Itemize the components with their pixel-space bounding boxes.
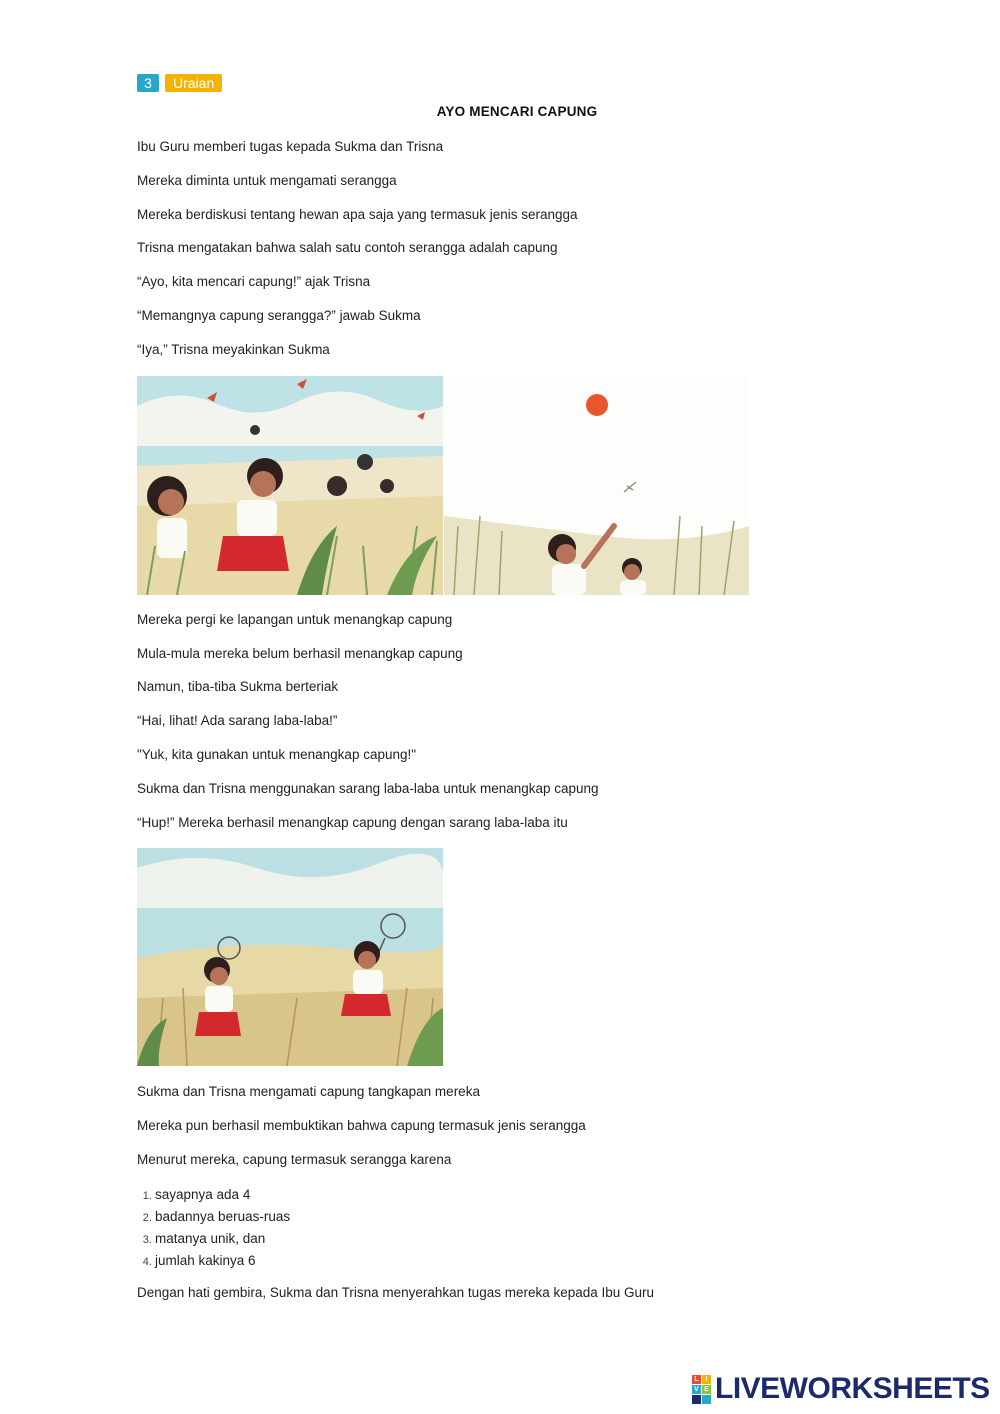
list-item: 4. jumlah kakinya 6 [155, 1250, 290, 1272]
story-line: Menurut mereka, capung termasuk serangga karena [137, 1152, 452, 1167]
closing-line: Dengan hati gembira, Sukma dan Trisna menyerahkan tugas mereka kepada Ibu Guru [137, 1285, 655, 1300]
list-item: 3. matanya unik, dan [155, 1228, 290, 1250]
question-number-badge: 3 [137, 74, 159, 92]
question-header [137, 74, 222, 92]
story-line: “Hup!” Mereka berhasil menangkap capung dengan sarang laba-laba itu [137, 815, 568, 830]
list-item: 2. badannya beruas-ruas [155, 1206, 290, 1228]
illustration-girls-with-nets [137, 848, 443, 1066]
list-item: 1. sayapnya ada 4 [155, 1184, 290, 1206]
story-line: “Ayo, kita mencari capung!” ajak Trisna [137, 274, 371, 289]
story-line: “Memangnya capung serangga?” jawab Sukma [137, 308, 421, 323]
liveworksheets-logo-icon: L I V E [692, 1375, 711, 1404]
story-line: Mereka pun berhasil membuktikan bahwa capung termasuk jenis serangga [137, 1118, 586, 1133]
story-line: Ibu Guru memberi tugas kepada Sukma dan Trisna [137, 139, 444, 154]
story-line: Mereka pergi ke lapangan untuk menangkap capung [137, 612, 453, 627]
story-line: Trisna mengatakan bahwa salah satu contoh serangga adalah capung [137, 240, 558, 255]
story-line: Sukma dan Trisna menggunakan sarang laba-laba untuk menangkap capung [137, 781, 599, 796]
story-line: "Yuk, kita gunakan untuk menangkap capung!" [137, 747, 417, 762]
question-type-badge: Uraian [165, 74, 222, 92]
story-line: “Iya,” Trisna meyakinkan Sukma [137, 342, 330, 357]
illustration-children-running [137, 376, 443, 595]
reasons-list [137, 1184, 290, 1272]
story-line: Mereka diminta untuk mengamati serangga [137, 173, 397, 188]
brand-logo[interactable] [692, 1372, 990, 1406]
story-line: Mula-mula mereka belum berhasil menangkap capung [137, 646, 463, 661]
story-title: AYO MENCARI CAPUNG [436, 104, 598, 119]
story-line: Sukma dan Trisna mengamati capung tangkapan mereka [137, 1084, 480, 1099]
story-line: “Hai, lihat! Ada sarang laba-laba!” [137, 713, 338, 728]
story-line: Mereka berdiskusi tentang hewan apa saja yang termasuk jenis serangga [137, 207, 578, 222]
illustration-reaching-dragonfly [444, 376, 749, 595]
brand-name: LIVEWORKSHEETS [715, 1372, 990, 1405]
story-line: Namun, tiba-tiba Sukma berteriak [137, 679, 339, 694]
